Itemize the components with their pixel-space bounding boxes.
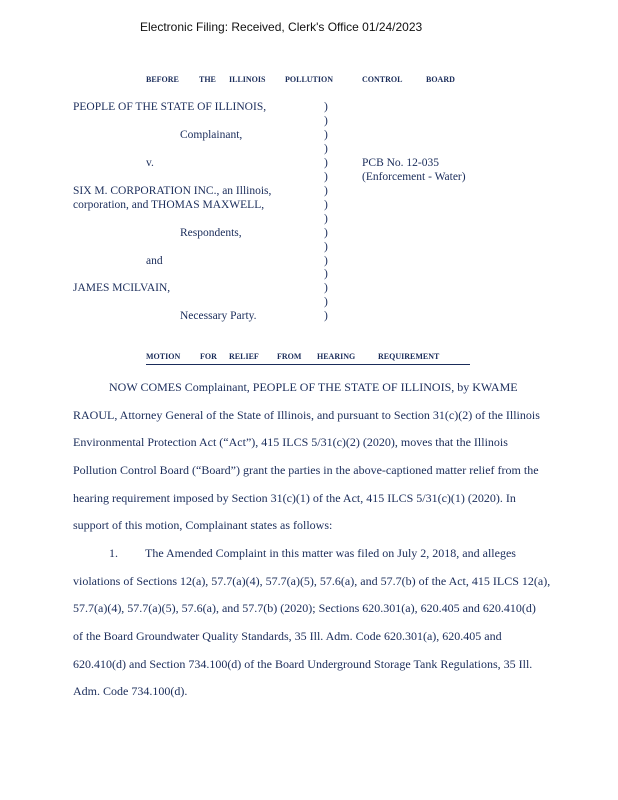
motion-title-word: MOTION bbox=[146, 352, 181, 361]
motion-title-word: FOR bbox=[200, 352, 217, 361]
board-title-word: POLLUTION bbox=[285, 75, 334, 84]
body-line: violations of Sections 12(a), 57.7(a)(4), 57.7(a)(5), 57.6(a), and 57.7(b) of the Act, 415 ILCS 12(a), bbox=[73, 574, 551, 588]
complainant-label: Complainant, bbox=[180, 129, 243, 141]
caption-paren: ) bbox=[324, 213, 328, 225]
body-line: of the Board Groundwater Quality Standards, 35 Ill. Adm. Code 620.301(a), 620.405 and bbox=[73, 629, 502, 643]
caption-paren: ) bbox=[324, 268, 328, 280]
board-title-word: BOARD bbox=[426, 75, 455, 84]
respondents-label: Respondents, bbox=[180, 227, 242, 239]
body-line: Pollution Control Board (“Board”) grant the parties in the above-captioned matter relief from the bbox=[73, 463, 539, 477]
body-line: Adm. Code 734.100(d). bbox=[73, 684, 188, 698]
board-title-word: ILLINOIS bbox=[229, 75, 266, 84]
caption-paren: ) bbox=[324, 296, 328, 308]
motion-title-word: FROM bbox=[277, 352, 302, 361]
filing-stamp: Electronic Filing: Received, Clerk's Office 01/24/2023 bbox=[140, 20, 423, 34]
caption-paren: ) bbox=[324, 241, 328, 253]
board-title-word: CONTROL bbox=[362, 75, 403, 84]
body-line: 620.410(d) and Section 734.100(d) of the Board Underground Storage Tank Regulations, 35 Ill. bbox=[73, 657, 533, 671]
body-line: RAOUL, Attorney General of the State of Illinois, and pursuant to Section 31(c)(2) of the Illinois bbox=[73, 408, 540, 422]
and-label: and bbox=[146, 255, 163, 267]
caption-paren: ) bbox=[324, 157, 328, 169]
body-line: NOW COMES Complainant, PEOPLE OF THE STATE OF ILLINOIS, by KWAME bbox=[109, 380, 518, 394]
body-line: 57.7(a)(4), 57.7(a)(5), 57.6(a), and 57.7(b) (2020); Sections 620.301(a), 620.405 and 620.410(d) bbox=[73, 601, 536, 615]
body-line: The Amended Complaint in this matter was filed on July 2, 2018, and alleges bbox=[145, 546, 516, 560]
caption-paren: ) bbox=[324, 199, 328, 211]
caption-paren: ) bbox=[324, 129, 328, 141]
board-title-word: THE bbox=[199, 75, 216, 84]
body-line: support of this motion, Complainant states as follows: bbox=[73, 518, 333, 532]
case-number: PCB No. 12-035 bbox=[362, 157, 439, 169]
versus-label: v. bbox=[146, 157, 154, 169]
respondent-name: SIX M. CORPORATION INC., an Illinois, bbox=[73, 185, 272, 197]
caption-paren: ) bbox=[324, 227, 328, 239]
respondent-name-cont: corporation, and THOMAS MAXWELL, bbox=[73, 199, 265, 211]
case-type: (Enforcement - Water) bbox=[362, 171, 466, 183]
caption-paren: ) bbox=[324, 143, 328, 155]
caption-paren: ) bbox=[324, 185, 328, 197]
body-line: Environmental Protection Act (“Act”), 415 ILCS 5/31(c)(2) (2020), moves that the Illinois bbox=[73, 435, 508, 449]
necessary-party-name: JAMES MCILVAIN, bbox=[73, 282, 171, 294]
caption-paren: ) bbox=[324, 310, 328, 322]
body-line: hearing requirement imposed by Section 31(c)(1) of the Act, 415 ILCS 5/31(c)(1) (2020). In bbox=[73, 491, 516, 505]
caption-paren: ) bbox=[324, 115, 328, 127]
motion-title bbox=[146, 352, 470, 365]
motion-title-word: REQUIREMENT bbox=[378, 352, 440, 361]
caption-paren: ) bbox=[324, 101, 328, 113]
necessary-party-label: Necessary Party. bbox=[180, 310, 257, 322]
caption-paren: ) bbox=[324, 171, 328, 183]
motion-title-word: RELIEF bbox=[229, 352, 259, 361]
caption-paren: ) bbox=[324, 255, 328, 267]
board-title-word: BEFORE bbox=[146, 75, 179, 84]
caption-paren: ) bbox=[324, 282, 328, 294]
paragraph-number: 1. bbox=[109, 546, 118, 560]
plaintiff-name: PEOPLE OF THE STATE OF ILLINOIS, bbox=[73, 101, 267, 113]
motion-title-word: HEARING bbox=[317, 352, 356, 361]
